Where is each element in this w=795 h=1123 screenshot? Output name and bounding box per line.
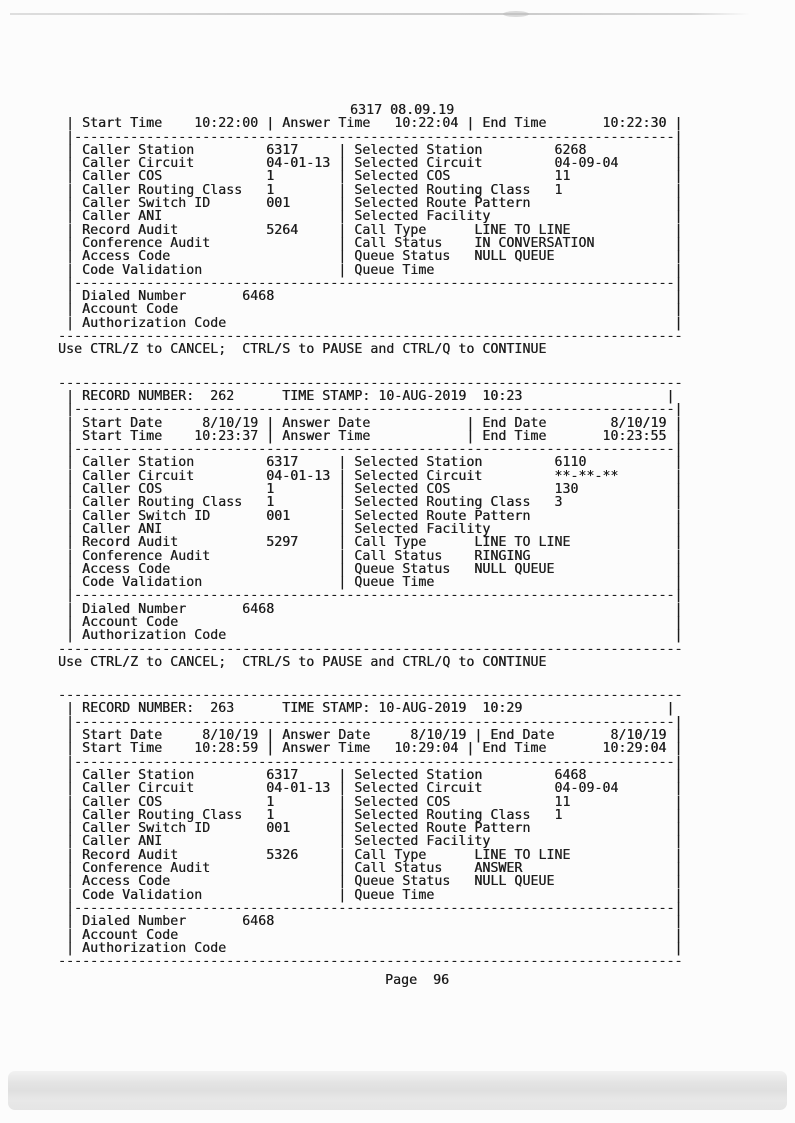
doc-line: | Conference Audit | Call Status IN CONVERSATION |	[58, 235, 683, 251]
scan-artifact-top-line	[10, 13, 750, 15]
doc-line: | Caller COS 1 | Selected COS 11 |	[58, 794, 683, 810]
doc-line: |---------------------------------------------------------------------------|	[58, 129, 683, 145]
doc-line: | Caller Circuit 04-01-13 | Selected Circuit 04-09-04 |	[58, 156, 683, 172]
doc-line: | Dialed Number 6468 |	[58, 289, 683, 305]
doc-line: | Caller Switch ID 001 | Selected Route Pattern |	[58, 196, 683, 212]
doc-line: | Code Validation | Queue Time |	[58, 262, 683, 278]
doc-line: | Caller Routing Class 1 | Selected Routing Class 3 |	[58, 495, 683, 511]
call-detail-report	[58, 104, 682, 988]
doc-line: |---------------------------------------------------------------------------|	[58, 275, 683, 291]
doc-line: | Caller COS 1 | Selected COS 11 |	[58, 169, 683, 185]
record-263	[58, 689, 682, 968]
doc-line: |---------------------------------------------------------------------------|	[58, 714, 683, 730]
doc-line: | Caller COS 1 | Selected COS 130 |	[58, 482, 683, 498]
doc-line: |---------------------------------------------------------------------------|	[58, 588, 683, 604]
doc-line: | Caller Circuit 04-01-13 | Selected Circuit 04-09-04 |	[58, 781, 683, 797]
page-header: 6317 08.09.19	[350, 103, 455, 118]
doc-line: ------------------------------------------------------------------------------	[58, 329, 683, 345]
doc-line: | Start Date 8/10/19 | Answer Date | End Date 8/10/19 |	[58, 415, 683, 431]
doc-line: | Record Audit 5297 | Call Type LINE TO LINE |	[58, 535, 683, 551]
doc-line: | RECORD NUMBER: 263 TIME STAMP: 10-AUG-2019 10:29 |	[58, 701, 675, 717]
doc-line: | Caller Station 6317 | Selected Station 6468 |	[58, 767, 683, 783]
doc-line: | Dialed Number 6468 |	[58, 914, 683, 930]
doc-line: | Caller Routing Class 1 | Selected Routing Class 1 |	[58, 182, 683, 198]
doc-line: | Caller ANI | Selected Facility |	[58, 209, 683, 225]
doc-line: | Conference Audit | Call Status RINGING |	[58, 548, 683, 564]
doc-line: | Record Audit 5326 | Call Type LINE TO LINE |	[58, 847, 683, 863]
doc-line: Use CTRL/Z to CANCEL; CTRL/S to PAUSE and CTRL/Q to CONTINUE	[58, 342, 547, 358]
doc-line: | RECORD NUMBER: 262 TIME STAMP: 10-AUG-2019 10:23 |	[58, 388, 675, 404]
doc-line: | Caller Switch ID 001 | Selected Route Pattern |	[58, 821, 683, 837]
scan-artifact-bottom-band	[8, 1071, 787, 1110]
doc-line: | Account Code |	[58, 614, 683, 630]
doc-line: | Caller Station 6317 | Selected Station 6110 |	[58, 455, 683, 471]
doc-line: | Start Date 8/10/19 | Answer Date 8/10/19 | End Date 8/10/19 |	[58, 728, 683, 744]
doc-line: | Conference Audit | Call Status ANSWER |	[58, 861, 683, 877]
page-footer: Page 96	[385, 973, 450, 989]
doc-line: | Caller ANI | Selected Facility |	[58, 521, 683, 537]
doc-line: |---------------------------------------------------------------------------|	[58, 402, 683, 418]
doc-line: | Start Time 10:28:59 | Answer Time 10:29:04 | End Time 10:29:04 |	[58, 741, 683, 757]
doc-line: ------------------------------------------------------------------------------	[58, 375, 683, 391]
doc-line: | Caller Routing Class 1 | Selected Routing Class 1 |	[58, 807, 683, 823]
doc-line: | Access Code | Queue Status NULL QUEUE |	[58, 249, 683, 265]
doc-line: | Authorization Code |	[58, 628, 683, 644]
doc-line: |---------------------------------------------------------------------------|	[58, 900, 683, 916]
doc-line: | Record Audit 5264 | Call Type LINE TO LINE |	[58, 222, 683, 238]
doc-line: | Account Code |	[58, 927, 683, 943]
doc-line: | Caller Circuit 04-01-13 | Selected Circuit **-**-** |	[58, 468, 683, 484]
doc-line: |---------------------------------------------------------------------------|	[58, 442, 683, 458]
record-262	[58, 377, 682, 670]
doc-line: ------------------------------------------------------------------------------	[58, 641, 683, 657]
doc-line: | Access Code | Queue Status NULL QUEUE |	[58, 561, 683, 577]
doc-line: Use CTRL/Z to CANCEL; CTRL/S to PAUSE and CTRL/Q to CONTINUE	[58, 654, 547, 670]
doc-line: | Authorization Code |	[58, 940, 683, 956]
doc-line: | Code Validation | Queue Time |	[58, 575, 683, 591]
doc-line: | Authorization Code |	[58, 315, 683, 331]
doc-line: | Start Time 10:23:37 | Answer Time | End Time 10:23:55 |	[58, 428, 683, 444]
doc-line: | Start Time 10:22:00 | Answer Time 10:22:04 | End Time 10:22:30 |	[58, 116, 683, 132]
doc-line: | Dialed Number 6468 |	[58, 601, 683, 617]
doc-line: | Access Code | Queue Status NULL QUEUE |	[58, 874, 683, 890]
doc-line: ------------------------------------------------------------------------------	[58, 954, 683, 970]
doc-line: | Caller Switch ID 001 | Selected Route Pattern |	[58, 508, 683, 524]
record-partial-top	[58, 117, 682, 356]
doc-line: ------------------------------------------------------------------------------	[58, 688, 683, 704]
doc-line: | Code Validation | Queue Time |	[58, 887, 683, 903]
doc-line: |---------------------------------------------------------------------------|	[58, 754, 683, 770]
doc-line: | Account Code |	[58, 302, 683, 318]
doc-line: | Caller ANI | Selected Facility |	[58, 834, 683, 850]
doc-line: | Caller Station 6317 | Selected Station 6268 |	[58, 142, 683, 158]
scan-artifact-smudge	[503, 11, 529, 17]
